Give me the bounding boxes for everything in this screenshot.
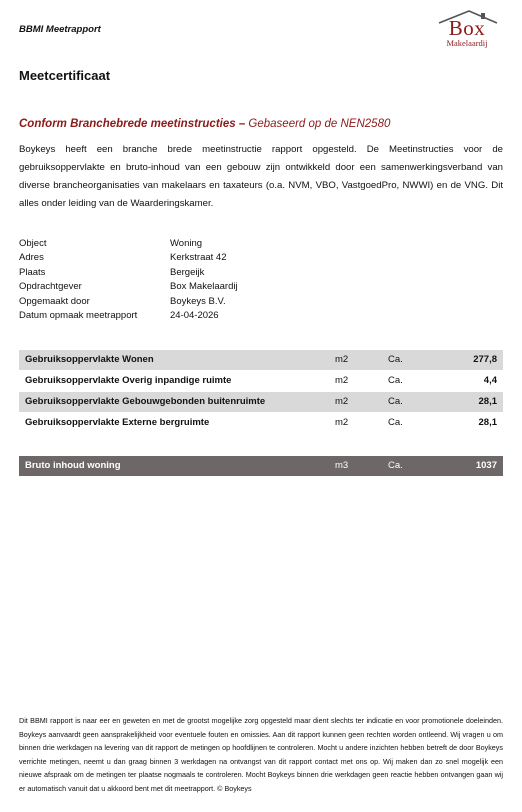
measurement-approx: Ca. [388,396,403,407]
measurement-value: 4,4 [483,375,497,386]
info-value: Boykeys B.V. [170,295,226,307]
measurement-row-overig [19,371,503,391]
measurement-approx: Ca. [388,417,403,428]
measurement-unit: m2 [335,375,349,386]
total-label: Bruto inhoud woning [25,460,121,471]
subtitle-rest: Gebaseerd op de NEN2580 [245,118,391,130]
info-row-object [19,237,238,251]
logo-main-text: Box [448,16,486,40]
bruto-inhoud-row [19,456,503,476]
measurement-unit: m2 [335,354,349,365]
measurement-approx: Ca. [388,354,403,365]
info-label: Plaats [19,266,46,278]
info-value: Bergeijk [170,266,205,278]
subtitle [19,118,390,130]
measurement-row-buitenruimte [19,392,503,412]
info-row-plaats [19,266,238,280]
property-info [19,237,238,323]
measurement-label: Gebruiksoppervlakte Gebouwgebonden buitenruimte [25,396,266,407]
info-value: Box Makelaardij [170,281,238,293]
measurement-label: Gebruiksoppervlakte Externe bergruimte [25,417,210,428]
measurement-unit: m2 [335,396,349,407]
measurement-value: 28,1 [478,396,497,407]
report-header-title: BBMI Meetrapport [19,24,101,35]
info-label: Adres [19,252,44,264]
info-value: Woning [170,238,203,249]
info-row-datum [19,309,238,323]
info-row-opgemaakt-door [19,295,238,309]
info-label: Datum opmaak meetrapport [19,310,138,322]
page-title: Meetcertificaat [19,68,111,83]
info-label: Opdrachtgever [19,281,82,293]
info-label: Opgemaakt door [19,295,90,307]
info-label: Object [19,238,47,249]
info-row-opdrachtgever [19,280,238,294]
intro-paragraph: Boykeys heeft een branche brede meetinstructie rapport opgesteld. De Meetinstructies voor de gebruiksoppervlakte en bruto-inhoud van een gebouw zijn ontwikkeld door een samenwerkingsverband van diverse brancheorganisaties van makelaars en taxateurs (o.a. NVM, VBO, VastgoedPro, NWWI) en de VNG. Dit alles onder leiding van de Waarderingskamer. [19,144,503,210]
measurement-label: Gebruiksoppervlakte Wonen [25,354,154,365]
box-makelaardij-logo [433,10,503,50]
info-value: Kerkstraat 42 [170,252,227,264]
total-value: 1037 [475,460,497,471]
measurement-row-bergruimte [19,413,503,433]
measurement-unit: m2 [335,417,349,428]
total-approx: Ca. [388,460,403,471]
measurement-label: Gebruiksoppervlakte Overig inpandige ruimte [25,375,232,386]
subtitle-bold: Conform Branchebrede meetinstructies – [19,118,246,130]
info-row-adres [19,251,238,265]
logo-sub-text: Makelaardij [446,38,488,48]
measurement-approx: Ca. [388,375,403,386]
disclaimer-text: Dit BBMI rapport is naar eer en geweten en met de grootst mogelijke zorg opgesteld maar dient slechts ter indicatie en voor promotionele doeleinden. Boykeys aanvaardt geen aansprakelijkheid voor eventuele fouten en omissies. Aan dit rapport kunnen geen rechten worden ontleend. Wij vragen u om binnen drie werkdagen na levering van dit rapport de metingen op hoofdlijnen te controleren. Mocht u andere inzichten hebben betreft de door Boykeys verrichte metingen, neemt u dan graag binnen 3 werkdagen na ontvangst van dit rapport contact met ons op. Wij maken dan zo snel mogelijk een nieuwe afspraak om de metingen ter plaatse nogmaals te controleren. Mocht Boykeys binnen drie werkdagen geen reactie hebben ontvangen gaan wij er automatisch vanuit dat u akkoord bent met dit meetrapport. © Boykeys [19,716,503,793]
measurement-value: 277,8 [473,354,497,365]
total-unit: m3 [335,460,349,471]
measurement-row-wonen [19,350,503,370]
measurement-value: 28,1 [478,417,497,428]
info-value: 24-04-2026 [170,310,219,322]
